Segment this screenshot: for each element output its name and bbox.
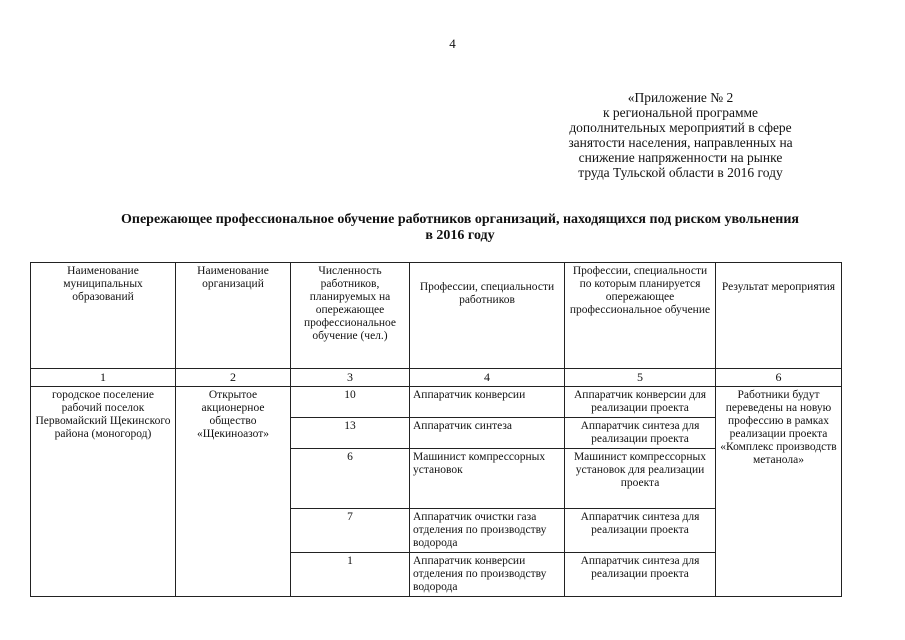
profession-cell: Аппаратчик очистки газа отделения по производству водорода (410, 509, 565, 553)
column-number: 6 (716, 369, 842, 387)
profession-cell: Машинист компрессорных установок (410, 449, 565, 509)
organization-cell: Открытое акционерное общество «Щекиноазот» (176, 387, 291, 597)
count-cell: 1 (291, 553, 410, 597)
training-cell: Аппаратчик синтеза для реализации проекта (565, 509, 716, 553)
table-row (31, 387, 842, 418)
training-cell: Аппаратчик синтеза для реализации проекта (565, 418, 716, 449)
header-current-professions: Профессии, специальности работников (410, 263, 565, 369)
count-cell: 6 (291, 449, 410, 509)
training-cell: Аппаратчик конверсии для реализации проекта (565, 387, 716, 418)
column-number: 3 (291, 369, 410, 387)
header-employee-count: Численность работников, планируемых на опережающее профессиональное обучение (чел.) (291, 263, 410, 369)
profession-cell: Аппаратчик конверсии отделения по производству водорода (410, 553, 565, 597)
header-municipality: Наименование муниципальных образований (31, 263, 176, 369)
profession-cell: Аппаратчик синтеза (410, 418, 565, 449)
appendix-line: к региональной программе (602, 105, 759, 120)
appendix-line: дополнительных мероприятий в сфере (569, 120, 792, 135)
header-result: Результат мероприятия (716, 263, 842, 369)
header-training-professions: Профессии, специальности по которым планируется опережающее профессиональное обучение (565, 263, 716, 369)
appendix-line: снижение напряженности на рынке (578, 150, 783, 165)
count-cell: 10 (291, 387, 410, 418)
header-organization: Наименование организаций (176, 263, 291, 369)
column-number: 2 (176, 369, 291, 387)
count-cell: 7 (291, 509, 410, 553)
training-cell: Машинист компрессорных установок для реализации проекта (565, 449, 716, 509)
result-cell: Работники будут переведены на новую профессию в рамках реализации проекта «Комплекс производств метанола» (716, 387, 842, 597)
municipality-cell: городское поселение рабочий поселок Первомайский Щекинского района (моногород) (31, 387, 176, 597)
count-cell: 13 (291, 418, 410, 449)
table-header-row (31, 263, 842, 369)
column-number: 1 (31, 369, 176, 387)
document-title (60, 212, 860, 244)
appendix-line: занятости населения, направленных на (568, 135, 793, 150)
training-table (30, 262, 842, 597)
appendix-line: труда Тульской области в 2016 году (578, 165, 783, 180)
column-number: 5 (565, 369, 716, 387)
title-line-2: в 2016 году (425, 228, 495, 243)
appendix-note (548, 90, 813, 180)
column-number-row (31, 369, 842, 387)
profession-cell: Аппаратчик конверсии (410, 387, 565, 418)
page-number: 4 (449, 36, 456, 51)
appendix-line: «Приложение № 2 (627, 90, 734, 105)
training-cell: Аппаратчик синтеза для реализации проекта (565, 553, 716, 597)
title-line-1: Опережающее профессиональное обучение работников организаций, находящихся под риском увольнения (120, 212, 799, 227)
column-number: 4 (410, 369, 565, 387)
